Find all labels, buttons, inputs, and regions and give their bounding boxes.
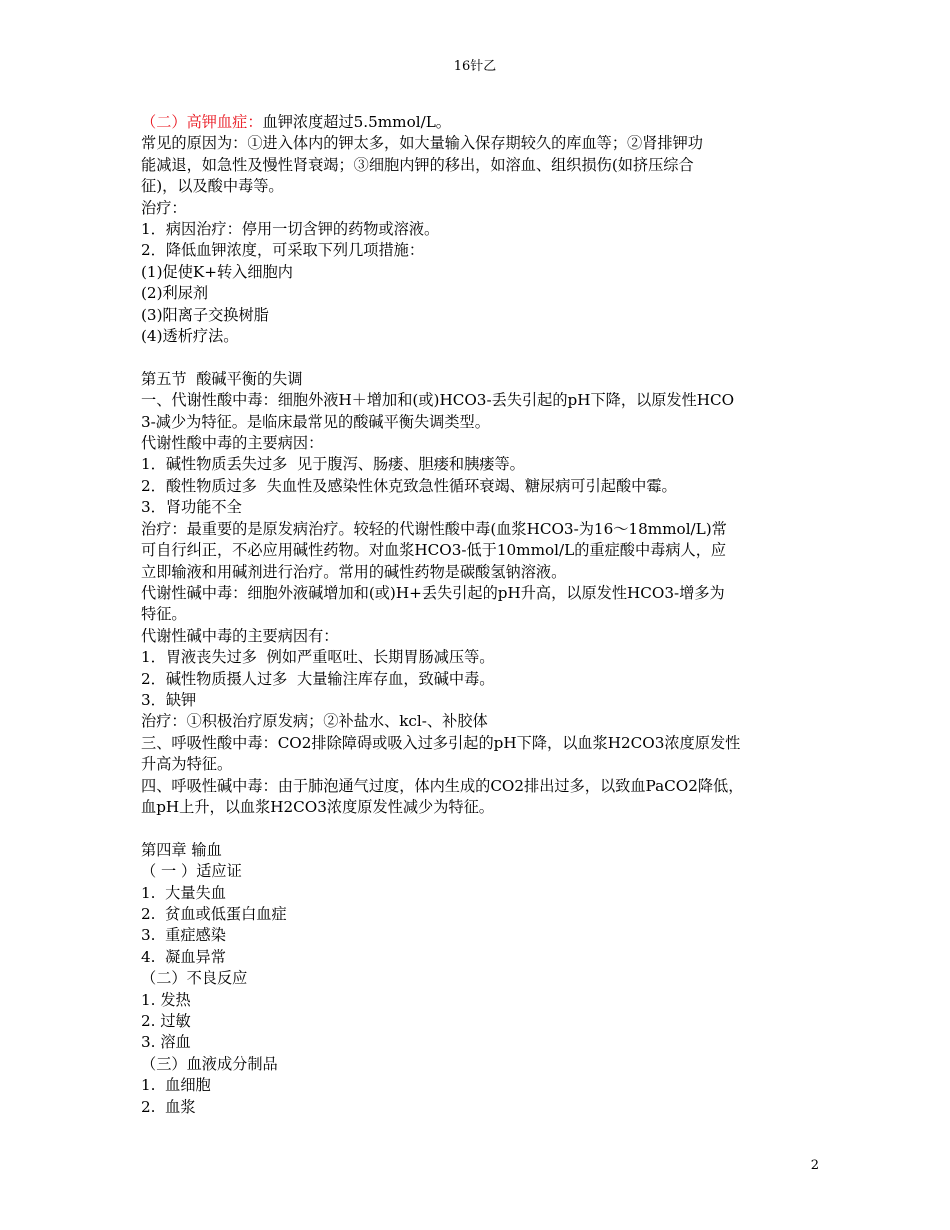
text-line: [141, 754, 813, 775]
text-line: [141, 733, 813, 754]
page-header: 16针乙: [453, 59, 497, 74]
text-line: [141, 519, 813, 540]
text-line: [141, 626, 813, 647]
text-line: [141, 540, 813, 561]
line-text: 第四章 输血: [141, 840, 222, 859]
line-text: 可自行纠正，不必应用碱性药物。对血浆HCO3-低于10mmol/L的重症酸中毒病人，应: [141, 541, 727, 560]
text-line: [141, 1011, 813, 1032]
line-text: 2. 贫血或低蛋白血症: [141, 905, 287, 923]
text-line: [141, 390, 813, 411]
line-text: 1．胃液丧失过多 例如严重呕吐、长期胃肠减压等。: [141, 648, 495, 667]
line-text: 代谢性酸中毒的主要病因：: [141, 434, 324, 453]
text-line: [141, 219, 813, 240]
line-text: 代谢性碱中毒：细胞外液碱增加和(或)H+丢失引起的pH升高，以原发性HCO3-增多为: [141, 583, 725, 602]
line-text: 立即输液和用碱剂进行治疗。常用的碱性药物是碳酸氢钠溶液。: [141, 562, 567, 581]
text-line: [141, 690, 813, 711]
blank-line: [141, 818, 813, 839]
line-text: 能减退，如急性及慢性肾衰竭；③细胞内钾的移出，如溶血、组织损伤(如挤压综合: [141, 155, 694, 174]
text-line: [141, 711, 813, 732]
line-text: 常见的原因为：①进入体内的钾太多，如大量输入保存期较久的库血等；②肾排钾功: [141, 134, 703, 153]
line-text: 2. 过敏: [141, 1012, 191, 1031]
text-line: [141, 1054, 813, 1075]
line-text: 1. 血细胞: [141, 1076, 211, 1095]
text-line: [141, 326, 813, 347]
line-text: 2．降低血钾浓度，可采取下列几项措施：: [141, 241, 425, 260]
line-text: 征)，以及酸中毒等。: [141, 177, 284, 196]
line-text: 1．碱性物质丢失过多 见于腹泻、肠瘘、胆瘘和胰瘘等。: [141, 455, 525, 474]
text-line: [141, 904, 813, 925]
line-text: 三、呼吸性酸中毒：CO2排除障碍或吸入过多引起的pH下降，以血浆H2CO3浓度原发性: [141, 733, 741, 752]
text-line: [141, 412, 813, 433]
line-text: （三）血液成分制品: [141, 1054, 278, 1073]
text-line: [141, 1097, 813, 1118]
text-line: [141, 497, 813, 518]
line-text: （二）不良反应: [141, 969, 248, 988]
line-text: 4. 凝血异常: [141, 947, 226, 966]
text-line: [141, 283, 813, 304]
line-text: 3．缺钾: [141, 690, 197, 709]
text-line: [141, 840, 813, 861]
text-line: [141, 647, 813, 668]
line-text: 3．肾功能不全: [141, 498, 242, 517]
text-line: [141, 604, 813, 625]
line-text: 升高为特征。: [141, 755, 233, 774]
line-text: 3-减少为特征。是临床最常见的酸碱平衡失调类型。: [141, 412, 490, 431]
page-number: 2: [810, 1158, 819, 1173]
line-text: (2)利尿剂: [141, 284, 209, 303]
section-heading-highlight: （二）高钾血症：: [141, 113, 263, 131]
line-text: 3. 溶血: [141, 1033, 191, 1052]
text-line: [141, 133, 813, 154]
text-line: [141, 454, 813, 475]
text-line: [141, 1075, 813, 1096]
text-line: [141, 1032, 813, 1053]
text-line: [141, 947, 813, 968]
line-text: 2．酸性物质过多 失血性及感染性休克致急性循环衰竭、糖尿病可引起酸中霉。: [141, 476, 677, 495]
text-line: [141, 112, 813, 133]
line-text: 代谢性碱中毒的主要病因有：: [141, 626, 339, 645]
blank-line: [141, 347, 813, 368]
text-line: [141, 990, 813, 1011]
text-line: [141, 476, 813, 497]
line-text: (3)阳离子交换树脂: [141, 305, 269, 324]
text-line: [141, 883, 813, 904]
line-text: 1．病因治疗：停用一切含钾的药物或溶液。: [141, 220, 440, 239]
line-text: 3. 重症感染: [141, 926, 226, 945]
text-line: [141, 262, 813, 283]
line-text: 第五节 酸碱平衡的失调: [141, 369, 303, 388]
line-text: 血钾浓度超过5.5mmol/L。: [262, 113, 451, 131]
line-text: 特征。: [141, 605, 187, 624]
line-text: 治疗：: [141, 198, 187, 217]
text-line: [141, 155, 813, 176]
text-line: [141, 797, 813, 818]
text-line: [141, 925, 813, 946]
line-text: 1. 发热: [141, 990, 191, 1009]
line-text: (4)透析疗法。: [141, 327, 239, 346]
line-text: 2. 血浆: [141, 1097, 196, 1116]
text-line: [141, 176, 813, 197]
text-line: [141, 669, 813, 690]
text-line: [141, 198, 813, 219]
line-text: 治疗：最重要的是原发病治疗。较轻的代谢性酸中毒(血浆HCO3-为16～18mmol/L)常: [141, 519, 727, 538]
line-text: 血pH上升，以血浆H2CO3浓度原发性减少为特征。: [141, 797, 494, 816]
document-body: [141, 112, 813, 1118]
text-line: [141, 305, 813, 326]
text-line: [141, 433, 813, 454]
line-text: 一、代谢性酸中毒：细胞外液H＋增加和(或)HCO3-丢失引起的pH下降，以原发性HCO: [141, 391, 735, 410]
line-text: 治疗：①积极治疗原发病；②补盐水、kcl-、补胶体: [141, 712, 488, 731]
text-line: [141, 968, 813, 989]
line-text: (1)促使K+转入细胞内: [141, 262, 293, 281]
line-text: 四、呼吸性碱中毒：由于肺泡通气过度，体内生成的CO2排出过多，以致血PaCO2降低，: [141, 776, 744, 795]
line-text: 1. 大量失血: [141, 883, 226, 902]
line-text: （ 一 ）适应证: [141, 862, 242, 881]
text-line: [141, 240, 813, 261]
text-line: [141, 776, 813, 797]
line-text: 2．碱性物质摄人过多 大量输注库存血，致碱中毒。: [141, 669, 495, 688]
text-line: [141, 369, 813, 390]
text-line: [141, 562, 813, 583]
text-line: [141, 861, 813, 882]
text-line: [141, 583, 813, 604]
